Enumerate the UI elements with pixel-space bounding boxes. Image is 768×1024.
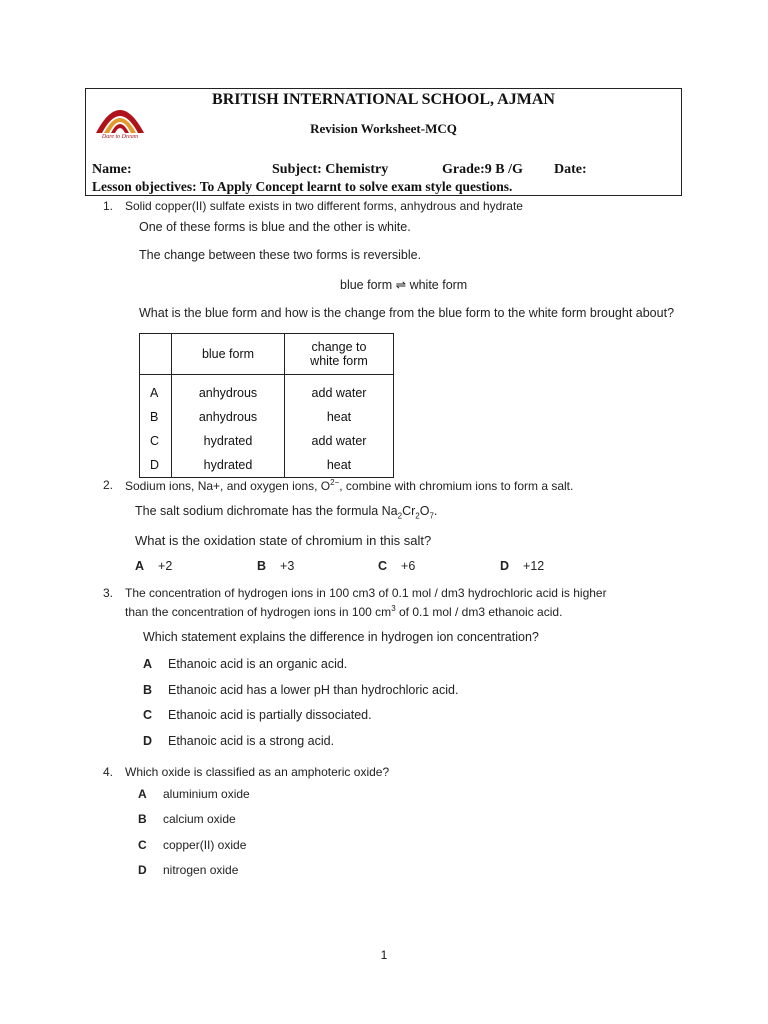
col-change-line2: white form <box>310 354 368 368</box>
table-row[interactable] <box>140 453 394 478</box>
option-blue: anhydrous <box>172 405 285 429</box>
worksheet-title: Revision Worksheet-MCQ <box>310 121 457 136</box>
option-text: calcium oxide <box>163 812 236 826</box>
option-letter: B <box>143 683 153 697</box>
q3-line1: The concentration of hydrogen ions in 100 cm3 of 0.1 mol / dm3 hydrochloric acid is higher <box>125 586 607 600</box>
option-letter: D <box>140 453 172 478</box>
equation-left: blue form <box>340 278 393 292</box>
q2-sub: 2 <box>397 511 403 521</box>
table-row[interactable] <box>140 405 394 429</box>
option-text: aluminium oxide <box>163 787 250 801</box>
subject-label: Subject: Chemistry <box>272 162 389 177</box>
q3-number: 3. <box>103 586 114 600</box>
option-text: Ethanoic acid is partially dissociated. <box>168 708 372 722</box>
q2-end: . <box>433 504 438 518</box>
option-value: +2 <box>158 559 173 573</box>
q2-o: O <box>419 504 430 518</box>
q3-option[interactable] <box>143 734 335 748</box>
q3-line2-part1: than the concentration of hydrogen ions in 100 cm <box>125 605 392 619</box>
q3-line2 <box>125 604 562 619</box>
option-letter: A <box>143 657 153 671</box>
option-change: heat <box>285 453 394 478</box>
col-change-line1: change to <box>311 340 367 354</box>
school-name: BRITISH INTERNATIONAL SCHOOL, AJMAN <box>212 91 555 108</box>
option-text: copper(II) oxide <box>163 838 247 852</box>
equation-right: white form <box>409 278 468 292</box>
q2-cr: Cr <box>402 504 416 518</box>
table-row[interactable] <box>140 429 394 453</box>
q4-number: 4. <box>103 765 114 779</box>
q2-question: What is the oxidation state of chromium in this salt? <box>135 533 432 548</box>
option-value: +6 <box>401 559 416 573</box>
q2-option[interactable] <box>257 559 294 573</box>
option-text: Ethanoic acid is an organic acid. <box>168 657 348 671</box>
q2-sub: 7 <box>429 511 434 521</box>
grade-label: Grade:9 B /G <box>442 162 523 177</box>
q1-options-table <box>139 333 394 478</box>
q4-option[interactable] <box>138 863 239 877</box>
option-blue: hydrated <box>172 453 285 478</box>
q1-line2: The change between these two forms is reversible. <box>139 248 422 262</box>
option-letter: B <box>257 559 267 573</box>
option-change: add water <box>285 429 394 453</box>
q2-text-part2: , combine with chromium ions to form a salt. <box>339 479 574 493</box>
q3-option[interactable] <box>143 683 459 697</box>
lesson-objectives: Lesson objectives: To Apply Concept learnt to solve exam style questions. <box>92 179 513 194</box>
date-label: Date: <box>554 162 587 177</box>
option-letter: A <box>138 787 147 801</box>
table-row[interactable] <box>140 375 394 406</box>
option-change: heat <box>285 405 394 429</box>
q1-line1: One of these forms is blue and the other is white. <box>139 220 411 234</box>
q2-number: 2. <box>103 478 114 492</box>
option-blue: anhydrous <box>172 375 285 406</box>
equilibrium-arrow-icon: ⇌ <box>395 278 407 292</box>
q2-superscript: 2− <box>330 478 340 487</box>
q2-formula-intro: The salt sodium dichromate has the formula Na <box>135 504 398 518</box>
q2-option[interactable] <box>500 559 544 573</box>
option-text: Ethanoic acid has a lower pH than hydrochloric acid. <box>168 683 459 697</box>
q3-line2-part2: of 0.1 mol / dm3 ethanoic acid. <box>395 605 563 619</box>
q2-text-part1: Sodium ions, Na+, and oxygen ions, O <box>125 479 331 493</box>
name-label: Name: <box>92 162 132 177</box>
option-text: Ethanoic acid is a strong acid. <box>168 734 335 748</box>
q3-option[interactable] <box>143 657 348 671</box>
option-letter: B <box>138 812 147 826</box>
option-letter: C <box>378 559 388 573</box>
option-letter: D <box>138 863 147 877</box>
q1-equation <box>340 277 467 292</box>
option-letter: D <box>143 734 153 748</box>
page-number: 1 <box>380 948 388 962</box>
q1-text: Solid copper(II) sulfate exists in two different forms, anhydrous and hydrate <box>125 199 523 213</box>
col-change <box>285 334 394 375</box>
option-letter: B <box>140 405 172 429</box>
option-value: +12 <box>523 559 545 573</box>
q2-sub: 2 <box>415 511 420 521</box>
option-letter: A <box>140 375 172 406</box>
col-blue-form: blue form <box>172 334 285 375</box>
q4-option[interactable] <box>138 787 250 801</box>
option-text: nitrogen oxide <box>163 863 239 877</box>
q2-formula-line <box>135 504 437 521</box>
option-letter: C <box>143 708 153 722</box>
option-value: +3 <box>280 559 295 573</box>
q2-text <box>125 478 573 493</box>
q3-superscript: 3 <box>391 604 396 613</box>
option-letter: C <box>140 429 172 453</box>
option-change: add water <box>285 375 394 406</box>
q1-question: What is the blue form and how is the change from the blue form to the white form brought about? <box>139 306 675 320</box>
q3-question: Which statement explains the difference in hydrogen ion concentration? <box>143 630 539 644</box>
q4-text: Which oxide is classified as an amphoteric oxide? <box>125 765 390 779</box>
table-header-row <box>140 334 394 375</box>
logo-caption: Dare to Dream <box>101 134 139 140</box>
option-letter: D <box>500 559 510 573</box>
q2-option[interactable] <box>135 559 172 573</box>
q1-number: 1. <box>103 199 114 213</box>
header-box <box>85 88 682 196</box>
q3-option[interactable] <box>143 708 372 722</box>
q2-option[interactable] <box>378 559 415 573</box>
option-letter: C <box>138 838 147 852</box>
option-letter: A <box>135 559 145 573</box>
option-blue: hydrated <box>172 429 285 453</box>
q4-option[interactable] <box>138 812 236 826</box>
q4-option[interactable] <box>138 838 247 852</box>
